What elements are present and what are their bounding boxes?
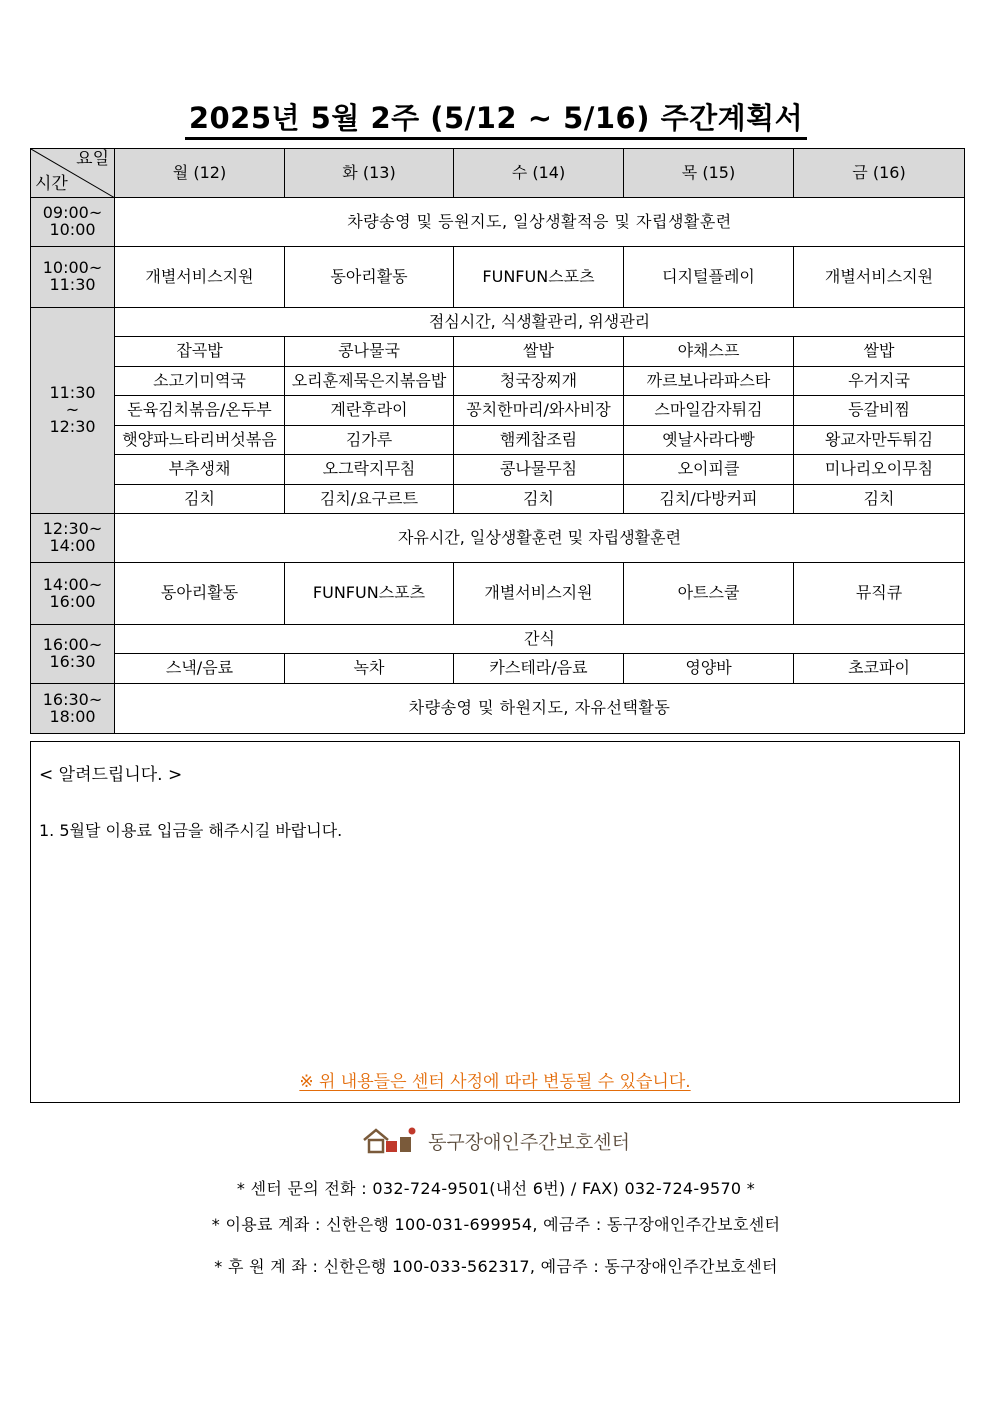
house-logo-icon — [362, 1126, 418, 1156]
row5-wed: 개별서비스지원 — [454, 563, 624, 625]
schedule-row-1230 — [31, 514, 965, 563]
lunch-item: 돈육김치볶음/온두부 — [115, 396, 285, 426]
lunch-item: 오그락지무침 — [285, 455, 454, 485]
lunch-item: 야채스프 — [624, 337, 794, 367]
snack-item: 영양바 — [624, 654, 794, 684]
center-logo — [0, 1126, 992, 1156]
notice-warning-text: ※ 위 내용들은 센터 사정에 따라 변동될 수 있습니다. — [299, 1072, 691, 1092]
day-header-fri: 금 (16) — [794, 149, 965, 198]
header-row — [31, 149, 965, 198]
lunch-item: 옛날사라다빵 — [624, 426, 794, 455]
row2-mon: 개별서비스지원 — [115, 247, 285, 308]
lunch-item: 오리훈제묵은지볶음밥 — [285, 367, 454, 396]
snack-item: 카스테라/음료 — [454, 654, 624, 684]
page-title-text: 2025년 5월 2주 (5/12 ~ 5/16) 주간계획서 — [185, 101, 807, 140]
lunch-item: 쌀밥 — [454, 337, 624, 367]
lunch-header-row — [31, 308, 965, 337]
lunch-item: 김치 — [115, 485, 285, 514]
donation-account-line: * 후 원 계 좌 : 신한은행 100-033-562317, 예금주 : 동구장애인주간보호센터 — [214, 1257, 778, 1276]
lunch-item: 김치 — [794, 485, 965, 514]
lunch-item: 부추생채 — [115, 455, 285, 485]
schedule-row-1400 — [31, 563, 965, 625]
lunch-item: 잡곡밥 — [115, 337, 285, 367]
row4-activity: 자유시간, 일상생활훈련 및 자립생활훈련 — [115, 514, 965, 563]
row2-tue: 동아리활동 — [285, 247, 454, 308]
row5-thu: 아트스쿨 — [624, 563, 794, 625]
day-header-tue: 화 (13) — [285, 149, 454, 198]
lunch-item: 김치/다방커피 — [624, 485, 794, 514]
lunch-header: 점심시간, 식생활관리, 위생관리 — [115, 308, 965, 337]
lunch-item: 청국장찌개 — [454, 367, 624, 396]
lunch-item: 김치/요구르트 — [285, 485, 454, 514]
lunch-item: 오이피클 — [624, 455, 794, 485]
lunch-item: 꽁치한마리/와사비장 — [454, 396, 624, 426]
lunch-item: 햇양파느타리버섯볶음 — [115, 426, 285, 455]
lunch-item: 우거지국 — [794, 367, 965, 396]
row1-activity: 차량송영 및 등원지도, 일상생활적응 및 자립생활훈련 — [115, 198, 965, 247]
lunch-item: 미나리오이무침 — [794, 455, 965, 485]
center-name: 동구장애인주간보호센터 — [428, 1131, 630, 1154]
schedule-row-0900 — [31, 198, 965, 247]
time-cell-1630: 16:30~ 18:00 — [31, 684, 115, 734]
lunch-item: 등갈비찜 — [794, 396, 965, 426]
page-title — [0, 96, 992, 137]
snack-header: 간식 — [115, 625, 965, 654]
weekly-schedule-table — [30, 148, 965, 734]
lunch-item: 김가루 — [285, 426, 454, 455]
notice-box — [30, 741, 960, 1103]
schedule-row-1000 — [31, 247, 965, 308]
row2-fri: 개별서비스지원 — [794, 247, 965, 308]
corner-cell — [31, 149, 115, 198]
lunch-menu-row — [31, 367, 965, 396]
lunch-item: 쌀밥 — [794, 337, 965, 367]
row2-wed: FUNFUN스포츠 — [454, 247, 624, 308]
row2-thu: 디지털플레이 — [624, 247, 794, 308]
lunch-item: 김치 — [454, 485, 624, 514]
day-header-thu: 목 (15) — [624, 149, 794, 198]
notice-heading: < 알려드립니다. > — [39, 765, 183, 785]
lunch-menu-row — [31, 337, 965, 367]
time-cell-1000: 10:00~ 11:30 — [31, 247, 115, 308]
lunch-menu-row — [31, 396, 965, 426]
row5-tue: FUNFUN스포츠 — [285, 563, 454, 625]
contact-line: * 센터 문의 전화 : 032-724-9501(내선 6번) / FAX) 032-724-9570 * — [236, 1179, 756, 1198]
lunch-item: 왕교자만두튀김 — [794, 426, 965, 455]
day-header-wed: 수 (14) — [454, 149, 624, 198]
row7-activity: 차량송영 및 하원지도, 자유선택활동 — [115, 684, 965, 734]
time-cell-0900: 09:00~ 10:00 — [31, 198, 115, 247]
lunch-menu-row — [31, 485, 965, 514]
lunch-item: 계란후라이 — [285, 396, 454, 426]
snack-items-row — [31, 654, 965, 684]
lunch-item: 콩나물국 — [285, 337, 454, 367]
lunch-item: 콩나물무침 — [454, 455, 624, 485]
lunch-item: 소고기미역국 — [115, 367, 285, 396]
lunch-item: 까르보나라파스타 — [624, 367, 794, 396]
time-cell-1600: 16:00~ 16:30 — [31, 625, 115, 684]
time-cell-1400: 14:00~ 16:00 — [31, 563, 115, 625]
corner-time-label: 시간 — [35, 174, 68, 195]
corner-day-label: 요일 — [76, 149, 109, 169]
schedule-row-1630 — [31, 684, 965, 734]
notice-item: 1. 5월달 이용료 입금을 해주시길 바랍니다. — [39, 821, 343, 840]
lunch-item: 스마일감자튀김 — [624, 396, 794, 426]
time-cell-1130: 11:30 ~ 12:30 — [31, 308, 115, 514]
lunch-menu-row — [31, 455, 965, 485]
snack-item: 녹차 — [285, 654, 454, 684]
snack-header-row — [31, 625, 965, 654]
day-header-mon: 월 (12) — [115, 149, 285, 198]
snack-item: 스낵/음료 — [115, 654, 285, 684]
row5-mon: 동아리활동 — [115, 563, 285, 625]
snack-item: 초코파이 — [794, 654, 965, 684]
lunch-menu-row — [31, 426, 965, 455]
notice-warning — [31, 1067, 959, 1092]
lunch-item: 햄케찹조림 — [454, 426, 624, 455]
fee-account-line: * 이용료 계좌 : 신한은행 100-031-699954, 예금주 : 동구장애인주간보호센터 — [211, 1215, 781, 1234]
time-cell-1230: 12:30~ 14:00 — [31, 514, 115, 563]
row5-fri: 뮤직큐 — [794, 563, 965, 625]
